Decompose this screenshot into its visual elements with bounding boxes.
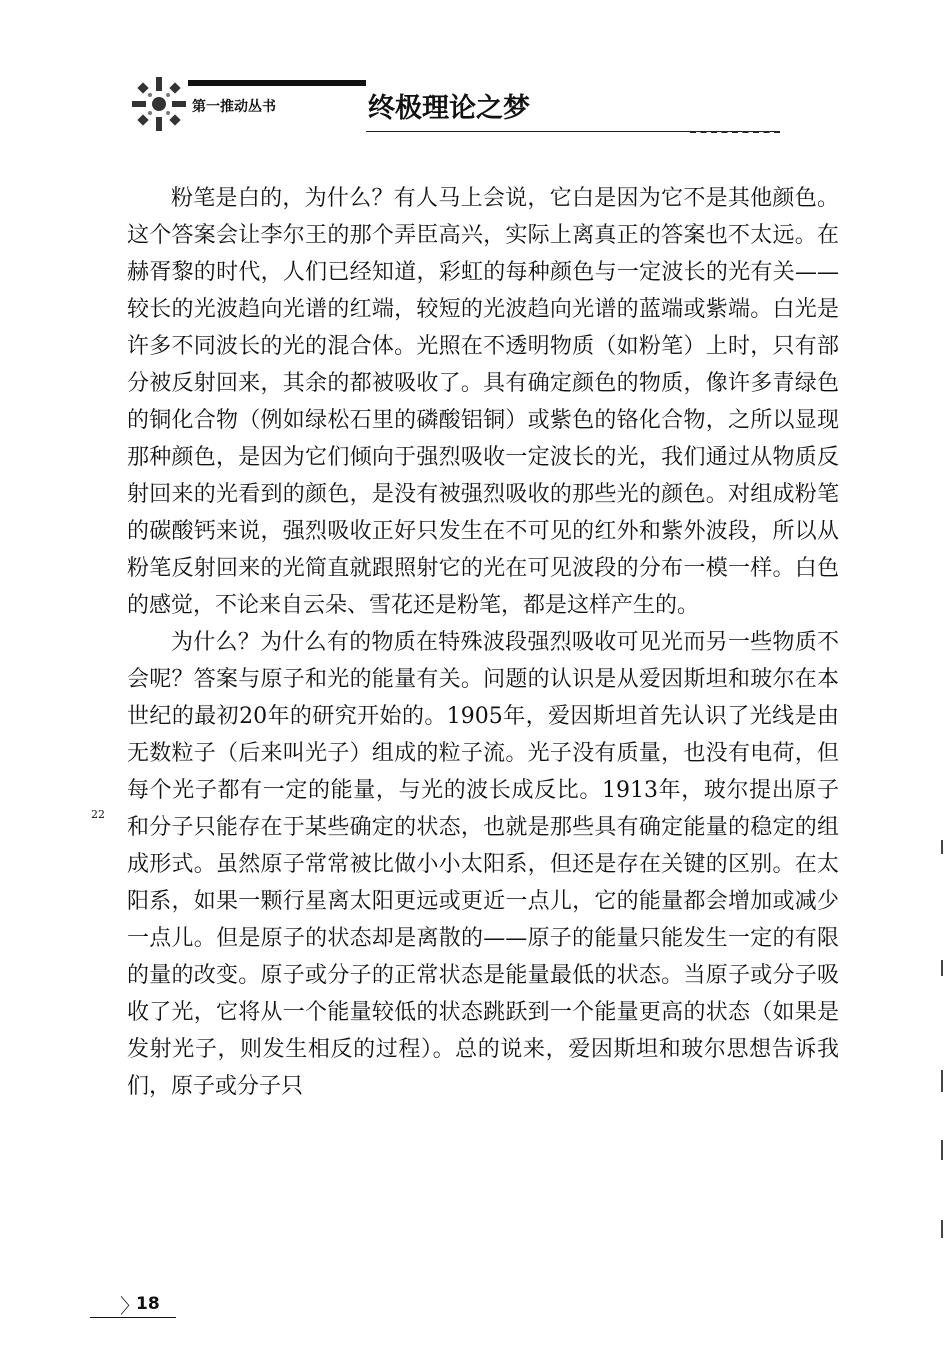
chevron-right-icon: 〉 xyxy=(120,1294,140,1318)
body-text xyxy=(127,180,839,1105)
footer-rule xyxy=(90,1317,176,1318)
scan-edge-marks xyxy=(938,840,948,1260)
page-footer xyxy=(90,1290,180,1320)
paragraph: 粉笔是白的，为什么？有人马上会说，它白是因为它不是其他颜色。这个答案会让李尔王的那个弄臣高兴，实际上离真正的答案也不太远。在赫胥黎的时代，人们已经知道，彩虹的每种颜色与一定波长的光有关——较长的光波趋向光谱的红端，较短的光波趋向光谱的蓝端或紫端。白光是许多不同波长的光的混合体。光照在不透明物质（如粉笔）上时，只有部分被反射回来，其余的都被吸收了。具有确定颜色的物质，像许多青绿色的铜化合物（例如绿松石里的磷酸铝铜）或紫色的铬化合物，之所以显现那种颜色，是因为它们倾向于强烈吸收一定波长的光，我们通过从物质反射回来的光看到的颜色，是没有被强烈吸收的那些光的颜色。对组成粉笔的碳酸钙来说，强烈吸收正好只发生在不可见的红外和紫外波段，所以从粉笔反射回来的光简直就跟照射它的光在可见波段的分布一模一样。白色的感觉，不论来自云朵、雪花还是粉笔，都是这样产生的。 xyxy=(127,186,839,618)
series-label: 第一推动丛书 xyxy=(192,99,276,115)
title-underline-dash xyxy=(690,131,780,133)
chapter-title: 终极理论之梦 xyxy=(368,93,530,124)
page-number: 18 xyxy=(136,1294,160,1314)
paragraph: 为什么？为什么有的物质在特殊波段强烈吸收可见光而另一些物质不会呢？答案与原子和光的能量有关。问题的认识是从爱因斯坦和玻尔在本世纪的最初20年的研究开始的。1905年，爱因斯坦首先认识了光线是由无数粒子（后来叫光子）组成的粒子流。光子没有质量，也没有电荷，但每个光子都有一定的能量，与光的波长成反比。1913年，玻尔提出原子和分子只能存在于某些确定的状态，也就是那些具有确定能量的稳定的组成形式。虽然原子常常被比做小小太阳系，但还是存在关键的区别。在太阳系，如果一颗行星离太阳更远或更近一点儿，它的能量都会增加或减少一点儿。但是原子的状态却是离散的——原子的能量只能发生一定的有限的量的改变。原子或分子的正常状态是能量最低的状态。当原子或分子吸收了光，它将从一个能量较低的状态跳跃到一个能量更高的状态（如果是发射光子，则发生相反的过程）。总的说来，爱因斯坦和玻尔思想告诉我们，原子或分子只 xyxy=(127,630,839,1099)
series-label-bar xyxy=(188,80,366,128)
margin-page-reference: 22 xyxy=(91,808,105,821)
page-header xyxy=(0,0,952,160)
series-logo-icon xyxy=(130,75,188,133)
